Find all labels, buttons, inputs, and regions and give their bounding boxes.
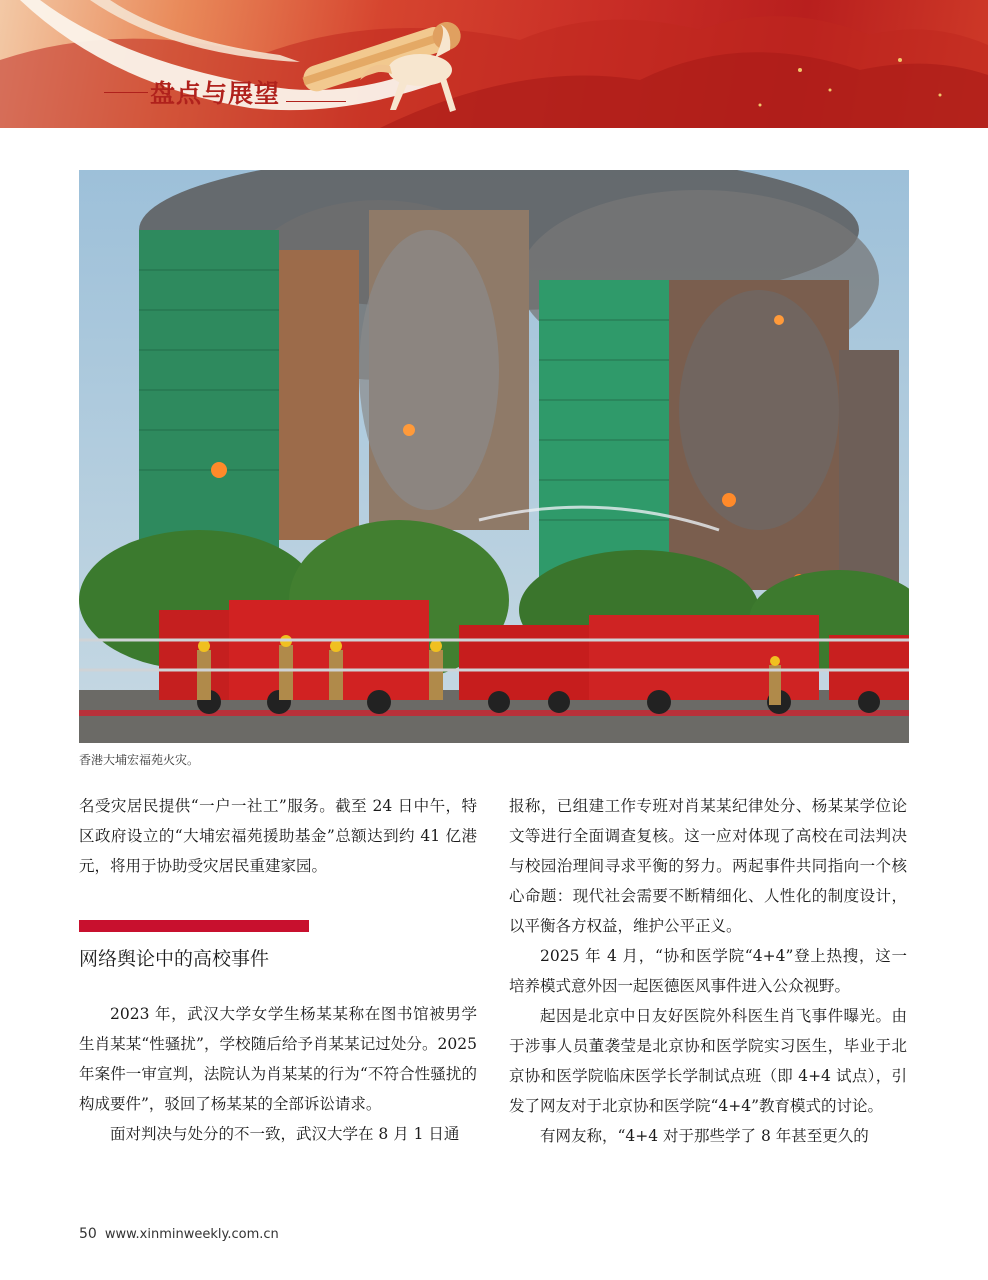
left-column-top [79, 791, 477, 881]
right-column [509, 791, 907, 1151]
subheading: 网络舆论中的高校事件 [79, 948, 270, 970]
photo-caption: 香港大埔宏福苑火灾。 [79, 753, 200, 767]
fire-photo [79, 170, 909, 743]
paragraph: 起因是北京中日友好医院外科医生肖飞事件曝光。由于涉事人员董袭莹是北京协和医学院实习医生，毕业于北京协和医学院临床医学长学制试点班（即 4+4 试点），引发了网友对于北京协和医学院“4+4”教育模式的讨论。 [509, 1007, 907, 1115]
subheading-bar [79, 920, 309, 932]
left-column-bottom [79, 999, 477, 1149]
paragraph: 2025 年 4 月，“协和医学院“4+4”登上热搜，这一培养模式意外因一起医德医风事件进入公众视野。 [509, 947, 907, 995]
paragraph: 报称，已组建工作专班对肖某某纪律处分、杨某某学位论文等进行全面调查复核。这一应对体现了高校在司法判决与校园治理间寻求平衡的努力。两起事件共同指向一个核心命题：现代社会需要不断精细化、人性化的制度设计，以平衡各方权益，维护公平正义。 [509, 797, 907, 935]
website-link[interactable]: www.xinminweekly.com.cn [104, 1227, 279, 1242]
paragraph: 有网友称，“4+4 对于那些学了 8 年甚至更久的 [540, 1127, 869, 1145]
banner-artwork [0, 0, 988, 128]
page-footer [79, 1226, 279, 1242]
title-rule-left [104, 92, 148, 93]
paragraph: 面对判决与处分的不一致，武汉大学在 8 月 1 日通 [110, 1125, 460, 1143]
paragraph: 2023 年，武汉大学女学生杨某某称在图书馆被男学生肖某某“性骚扰”，学校随后给予肖某某记过处分。2025 年案件一审宣判，法院认为肖某某的行为“不符合性骚扰的构成要件”，驳回了杨某某的全部诉讼请求。 [79, 1005, 477, 1113]
paragraph: 名受灾居民提供“一户一社工”服务。截至 24 日中午，特区政府设立的“大埔宏福苑援助基金”总额达到约 41 亿港元，将用于协助受灾居民重建家园。 [79, 797, 477, 875]
title-rule-right [286, 101, 346, 102]
section-title: 盘点与展望 [150, 79, 281, 108]
page-number: 50 [79, 1226, 97, 1242]
fire-photo-illustration [79, 170, 909, 743]
header-banner [0, 0, 988, 128]
